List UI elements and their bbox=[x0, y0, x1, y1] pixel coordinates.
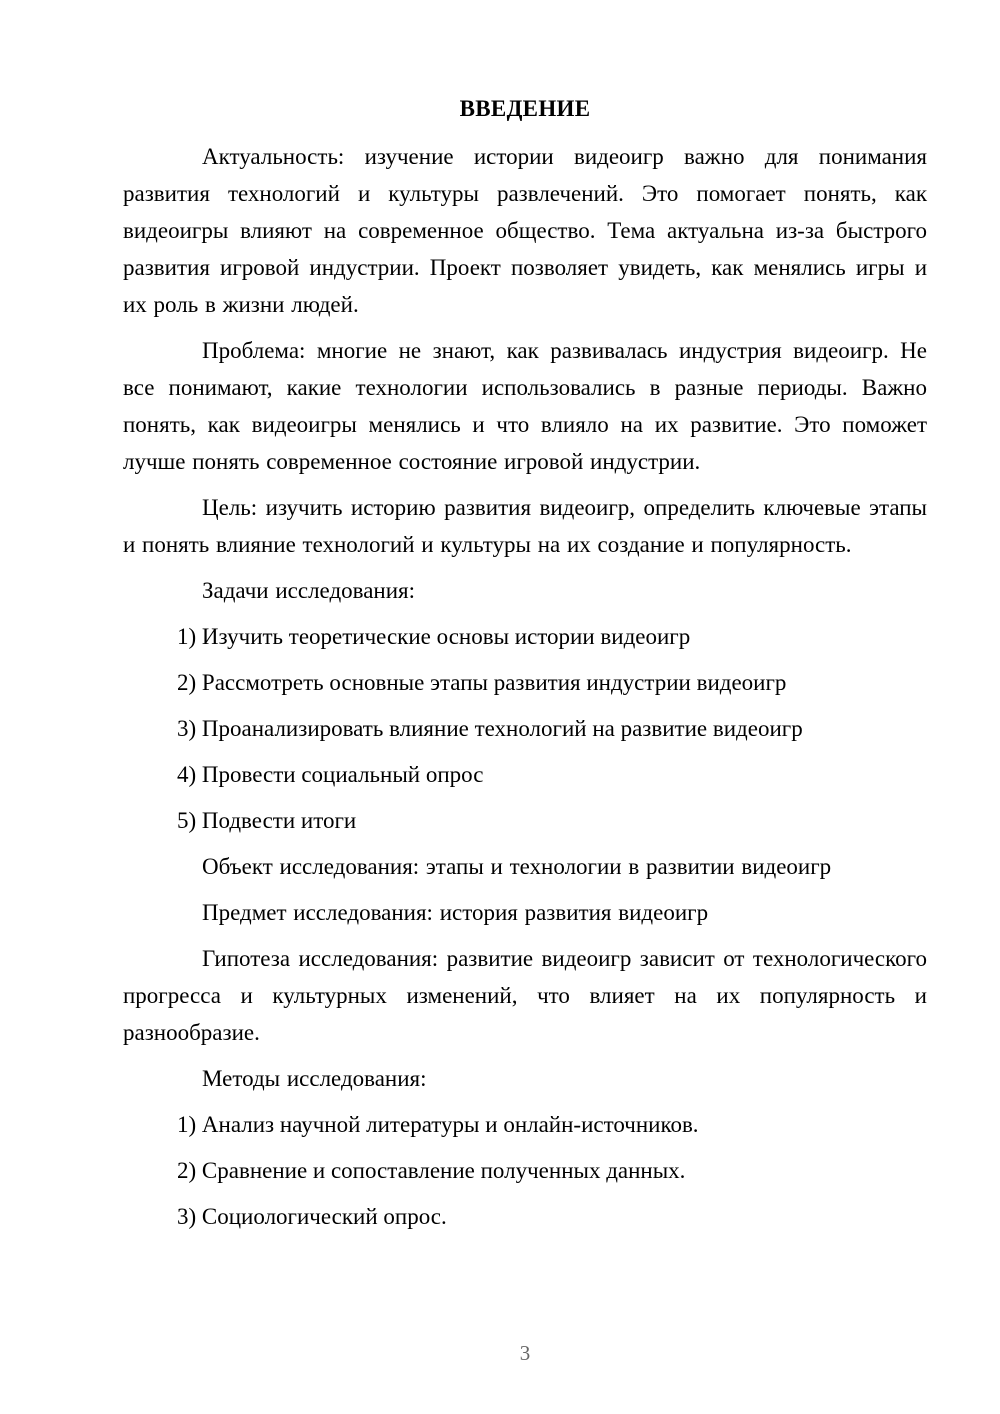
paragraph-hypothesis: Гипотеза исследования: развитие видеоигр зависит от технологического прогресса и культурных изменений, что влияет на их популярность и разнообразие. bbox=[123, 946, 927, 1045]
paragraph-problem: Проблема: многие не знают, как развивалась индустрия видеоигр. Не все понимают, какие технологии использовались в разные периоды. Важно понять, как видеоигры менялись и что влияло на их развитие. Это поможет лучше понять современное состояние игровой индустрии. bbox=[123, 338, 927, 474]
method-item-2: 2) Сравнение и сопоставление полученных данных. bbox=[177, 1158, 686, 1183]
page-title: ВВЕДЕНИЕ bbox=[459, 96, 591, 121]
task-item-3: 3) Проанализировать влияние технологий на развитие видеоигр bbox=[177, 716, 803, 741]
paragraph-research-subject: Предмет исследования: история развития видеоигр bbox=[202, 900, 709, 925]
paragraph-research-object: Объект исследования: этапы и технологии в развитии видеоигр bbox=[202, 854, 832, 879]
task-item-4: 4) Провести социальный опрос bbox=[177, 762, 484, 787]
method-item-3: 3) Социологический опрос. bbox=[177, 1204, 447, 1229]
task-item-5: 5) Подвести итоги bbox=[177, 808, 357, 833]
tasks-section-label: Задачи исследования: bbox=[202, 578, 416, 603]
paragraph-relevance: Актуальность: изучение истории видеоигр важно для понимания развития технологий и культуры развлечений. Это помогает понять, как видеоигры влияют на современное общество. Тема актуальна из-за быстрого развития игровой индустрии. Проект позволяет увидеть, как менялись игры и их роль в жизни людей. bbox=[123, 144, 927, 317]
task-item-1: 1) Изучить теоретические основы истории видеоигр bbox=[177, 624, 691, 649]
page-number: 3 bbox=[519, 1341, 531, 1365]
methods-section-label: Методы исследования: bbox=[202, 1066, 427, 1091]
document-body bbox=[123, 90, 927, 1244]
paragraph-goal: Цель: изучить историю развития видеоигр, определить ключевые этапы и понять влияние технологий и культуры на их создание и популярность. bbox=[123, 495, 927, 557]
method-item-1: 1) Анализ научной литературы и онлайн-источников. bbox=[177, 1112, 699, 1137]
task-item-2: 2) Рассмотреть основные этапы развития индустрии видеоигр bbox=[177, 670, 787, 695]
